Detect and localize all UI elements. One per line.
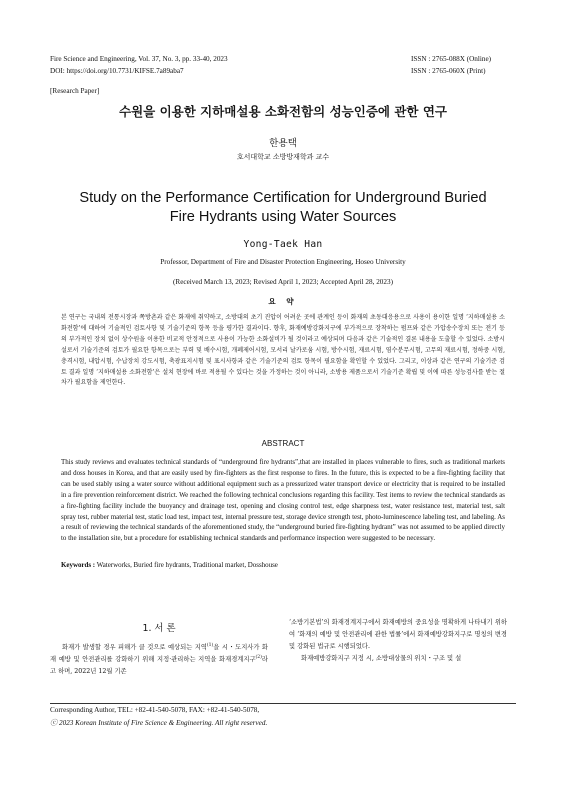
issn-online: ISSN : 2765-088X (Online) [411, 55, 492, 63]
abstract-english: This study reviews and evaluates technical standards of “underground fire hydrants”,that are installed in places vulnerable to fires, such as traditional markets and doss houses in Korea, and that are easily used by fire-fighters as the first response to fires. In the future, this is expected to be a fire-fighting facility that can be used stably using a water source without additional equipment such as a pressurized water transport device or electricity that is required to be installed in a fire prevention reinforcement district. We reached the following technical conclusions regarding this facility. Test items to review the technical standards as a fire-fighting facility include the buoyancy and drainage test, opening and closing control test, edge sharpness test, water resistance test, material test, salt spray test, rubber material test, static load test, impact test, internal pressure test, storage device strength test, photo-luminescence labeling test, and labeling. As a result of reviewing the technical standards of the aforementioned study, the “underground buried fire-fighting hydrant” was not assumed to be applied directly to the installation site, but a procedure for establishing technical standards and performance inspection were suggested to be necessary. [61, 458, 505, 543]
author-korean: 한용택 [269, 138, 297, 149]
title-korean: 수원을 이용한 지하매설용 소화전함의 성능인증에 관한 연구 [119, 104, 447, 119]
section-heading-introduction: 1. 서 론 [142, 623, 176, 634]
body-text: 을 시・도지사가 화재 예방 및 안전관리를 강화하기 위해 지정·관리하는 지역을 화재경계지구 [50, 644, 268, 663]
paper-type: [Research Paper] [50, 87, 100, 95]
abstract-korean-heading: 요 약 [268, 297, 298, 306]
affiliation-korean: 호서대학교 소방방재학과 교수 [236, 153, 330, 161]
body-text: 화재가 발생할 경우 피해가 클 것으로 예상되는 지역 [62, 644, 207, 651]
body-right-paragraph-2: 화재예방강화지구 지정 시, 소방대상물의 위치・구조 및 설 [301, 655, 462, 662]
abstract-korean: 본 연구는 국내의 전통시장과 쪽방촌과 같은 화재에 취약하고, 소방대의 초기 진압이 어려운 곳에 관계인 등이 화재의 초동대응용으로 사용이 용이한 일명 ‘지하매설용 소화전함’에 대하여 기술적인 검토사항 및 기술기준의 항목 등을 평가한 결과이다. 향후, 화재예방강화지구에 부가적으로 장착하는 펌프와 같은 가압송수장치 또는 전기 등의 부가적인 장치 없이 상수원을 이용한 비교적 안정적으로 사용이 가능한 소화설비가 될 것이라고 예상되며 다음과 같은 기술적인 결론 내용을 도출할 수 있었다. 소방시설로서 기술기준의 검토가 필요한 항목으로는 부력 및 배수시험, 개폐제어시험, 모서리 날카로움 시험, 방수시험, 재료시험, 염수분무시험, 고무의 재료시험, 정하중 시험, 충격시험, 내압시험, 수납장치 강도시험, 축광표지시험 및 표시사항과 같은 기술기준의 검토 항목이 필요함을 확인할 수 있었다. 그리고, 이상과 같은 연구의 기술기준 검토 결과 일명 ‘지하매설용 소화전함’은 설치 현장에 바로 적용될 수 있다는 것을 가정하는 것이 아니라, 소방용 제품으로서 기술기준 확립 및 이에 따른 성능검사를 받는 절차가 필요함을 제언한다. [61, 314, 505, 387]
body-right-column [289, 617, 507, 665]
copyright-notice: ⓒ 2023 Korean Institute of Fire Science & Engineering. All right reserved. [50, 719, 268, 727]
citation-ref[interactable]: (1) [206, 642, 214, 648]
body-left-column [50, 642, 268, 678]
body-left-paragraph [50, 642, 268, 678]
doi-link[interactable]: DOI: https://doi.org/10.7731/KIFSE.7a89aba7 [50, 67, 184, 75]
author-english: Yong-Taek Han [243, 239, 323, 250]
abstract-english-heading: ABSTRACT [261, 439, 305, 448]
keywords-label: Keywords : [61, 561, 96, 569]
title-english-line2: Fire Hydrants using Water Sources [169, 209, 397, 225]
footer-divider [50, 703, 516, 704]
body-right-paragraph-1: ‘소방기본법’의 화재경계지구에서 화재예방의 중요성을 명확하게 나타내기 위하여 ‘화재의 예방 및 안전관리에 관한 법률’에서 화재예방강화지구로 명칭의 변경 및 강화된 법규로 시행되었다. [289, 619, 507, 650]
body-text: 라고 하며, 2022년 12월 기존 [50, 656, 268, 675]
received-dates: (Received March 13, 2023; Revised April 1, 2023; Accepted April 28, 2023) [173, 278, 393, 286]
title-english-line1: Study on the Performance Certification for Underground Buried [79, 190, 487, 206]
journal-citation: Fire Science and Engineering, Vol. 37, No. 3, pp. 33-40, 2023 [50, 55, 228, 63]
affiliation-english: Professor, Department of Fire and Disaster Protection Engineering, Hoseo University [160, 258, 406, 266]
citation-ref[interactable]: (2) [255, 654, 262, 660]
corresponding-author: Corresponding Author, TEL: +82-41-540-5078, FAX: +82-41-540-5078, [50, 706, 260, 714]
keywords-list: Waterworks, Buried fire hydrants, Traditional market, Dosshouse [95, 561, 278, 569]
keywords [61, 560, 505, 571]
issn-print: ISSN : 2765-060X (Print) [411, 67, 486, 75]
